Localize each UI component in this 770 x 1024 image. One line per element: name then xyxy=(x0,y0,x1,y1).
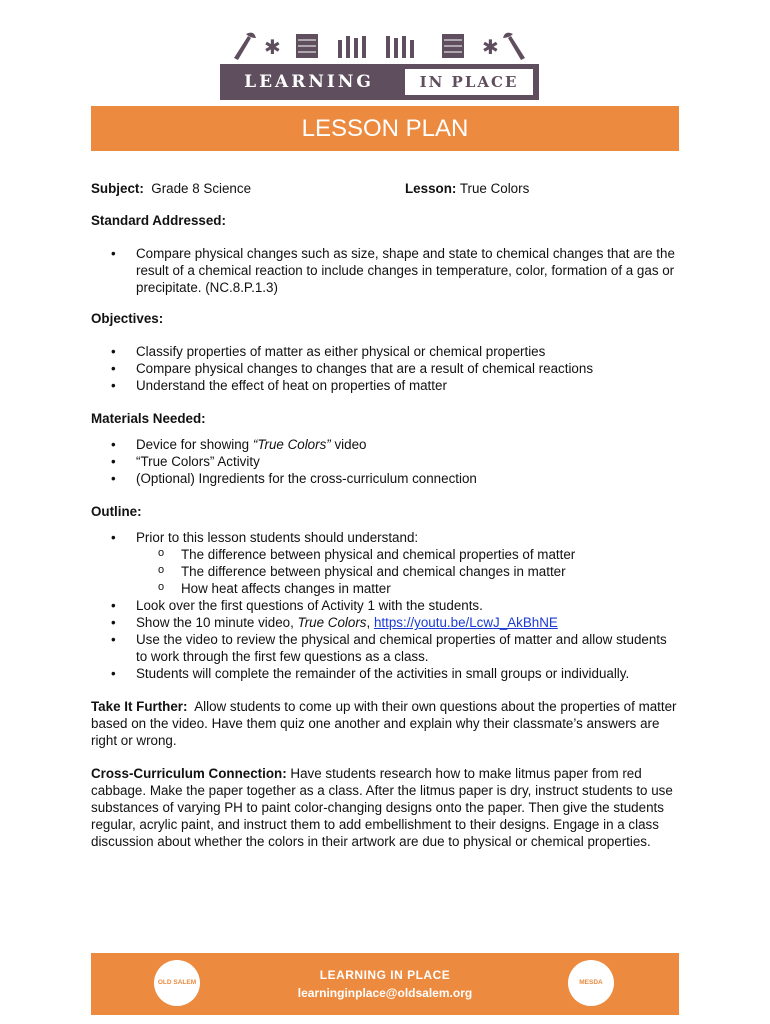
list-item: • “True Colors” Activity xyxy=(91,453,681,470)
logo-left-word: LEARNING xyxy=(244,72,374,92)
list-item: • Device for showing “True Colors” video xyxy=(91,436,681,453)
footer-email[interactable]: learninginplace@oldsalem.org xyxy=(297,986,473,1000)
sub-list-item: o How heat affects changes in matter xyxy=(91,580,681,597)
list-item: • Show the 10 minute video, True Colors, https://youtu.be/LcwJ_AkBhNE xyxy=(91,614,681,631)
subject-lesson-row xyxy=(91,180,681,200)
list-item: • Prior to this lesson students should understand: xyxy=(91,529,681,546)
logo-icons xyxy=(220,30,539,62)
standard-heading: Standard Addressed: xyxy=(91,213,226,228)
cross-curriculum: Cross-Curriculum Connection: Have students research how to make litmus paper from red cabbage. Make the paper together as a class. After the litmus paper is dry, instruct students to use substances of varying PH to paint color-changing designs onto the paper. Then give the students regular, acrylic paint, and instruct them to add embellishment to their designs. Engage in a class discussion about whether the colors in their artwork are due to physical or chemical properties. xyxy=(91,766,673,849)
take-it-further: Take It Further: Allow students to come up with their own questions about the properties of matter based on the video. Have them quiz one another and explain why their classmate’s answers are right or wrong. xyxy=(91,699,677,748)
sub-list-item: o The difference between physical and chemical changes in matter xyxy=(91,563,681,580)
outline-list xyxy=(91,529,681,682)
sub-list-item: o The difference between physical and chemical properties of matter xyxy=(91,546,681,563)
standard-list xyxy=(91,245,681,296)
lesson-plan-banner: LESSON PLAN xyxy=(91,106,679,151)
mesda-logo: MESDA xyxy=(568,960,614,1006)
list-item: • Classify properties of matter as either physical or chemical properties xyxy=(91,343,681,360)
lesson: Lesson: True Colors xyxy=(405,181,530,196)
list-item: • Compare physical changes to changes that are a result of chemical reactions xyxy=(91,360,681,377)
outline-heading: Outline: xyxy=(91,504,142,519)
logo-bar xyxy=(220,64,539,100)
materials-list xyxy=(91,436,681,487)
learning-in-place-logo xyxy=(220,30,539,100)
list-item: • Understand the effect of heat on properties of matter xyxy=(91,377,681,394)
list-item: • Look over the first questions of Activity 1 with the students. xyxy=(91,597,681,614)
list-item: • Use the video to review the physical and chemical properties of matter and allow students to work through the first few questions as a class. xyxy=(91,631,681,665)
video-link[interactable]: https://youtu.be/LcwJ_AkBhNE xyxy=(373,615,558,630)
list-item: • Compare physical changes such as size, shape and state to chemical changes that are the result of a chemical reaction to include changes in temperature, color, formation of a gas or precipitate. (NC.8.P.1.3) xyxy=(91,245,681,296)
lesson-plan-body xyxy=(91,180,681,850)
list-item: • (Optional) Ingredients for the cross-curriculum connection xyxy=(91,470,681,487)
objectives-heading: Objectives: xyxy=(91,311,164,326)
materials-heading: Materials Needed: xyxy=(91,411,206,426)
svg-text:✱: ✱ xyxy=(264,35,281,59)
svg-text:✱: ✱ xyxy=(482,35,499,59)
subject: Subject: Grade 8 Science xyxy=(91,181,252,196)
footer-title: LEARNING IN PLACE xyxy=(319,968,451,982)
objectives-list xyxy=(91,343,681,394)
list-item: • Students will complete the remainder of the activities in small groups or individually. xyxy=(91,665,681,682)
logo-right-word: IN PLACE xyxy=(405,69,533,95)
footer xyxy=(91,953,679,1015)
old-salem-logo: OLD SALEM xyxy=(154,960,200,1006)
